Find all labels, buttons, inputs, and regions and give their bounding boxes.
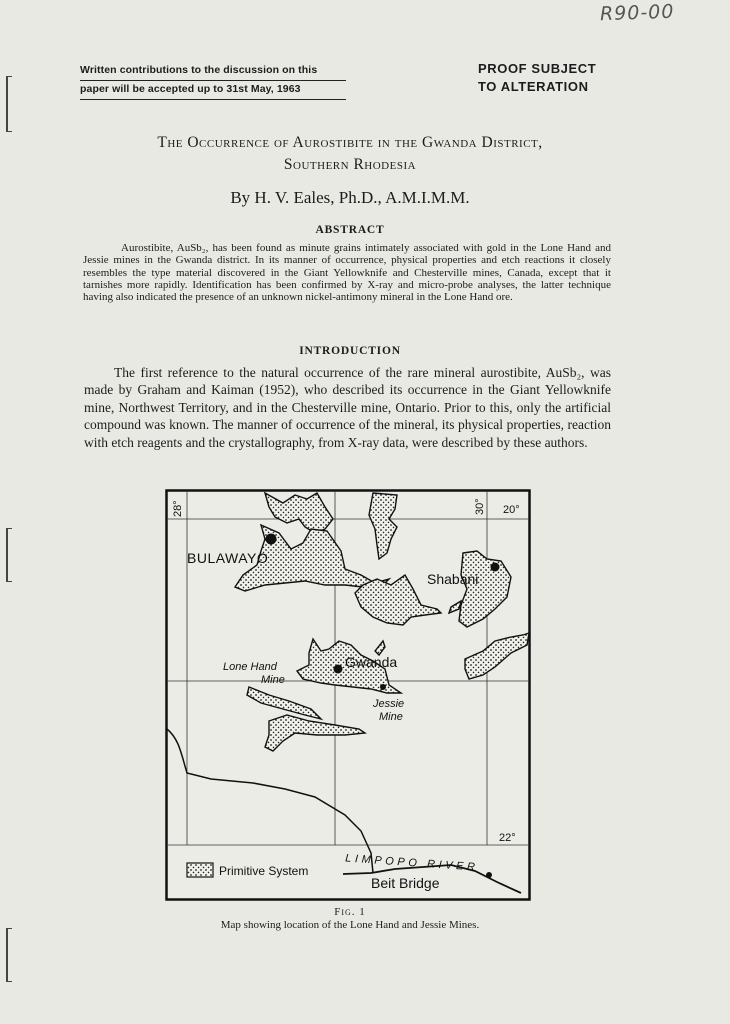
introduction-heading: INTRODUCTION (299, 345, 401, 357)
figure-caption (60, 906, 640, 932)
abstract-heading: ABSTRACT (315, 224, 385, 236)
title-line-2: Southern Rhodesia (283, 156, 417, 173)
lat-20-label: 20° (503, 504, 520, 516)
binding-clip-top (6, 76, 12, 132)
lon-30-label: 30° (474, 498, 486, 515)
lon-28-label: 28° (172, 500, 184, 517)
bulawayo-label: BULAWAYO (187, 550, 269, 566)
paper-title (60, 132, 640, 176)
gwanda-label: Gwanda (345, 654, 398, 670)
discussion-notice (80, 62, 346, 100)
proof-line-1: PROOF SUBJECT (478, 61, 597, 76)
lone-hand-label-1: Lone Hand (223, 661, 277, 673)
abstract-body (83, 242, 611, 303)
binding-clip-bottom (6, 928, 12, 982)
notice-line-1: Written contributions to the discussion on this (80, 62, 346, 81)
gwanda-marker (334, 665, 343, 674)
legend-label: Primitive System (219, 864, 309, 878)
beit-bridge-marker (486, 872, 492, 878)
shabani-label: Shabani (427, 571, 479, 587)
introduction-body (84, 364, 611, 451)
handwritten-note: R90-00 (599, 0, 675, 26)
proof-line-2: TO ALTERATION (478, 79, 589, 94)
jessie-label-2: Mine (379, 711, 403, 723)
shabani-marker (491, 563, 500, 572)
figure-label: Fig. 1 (334, 906, 366, 918)
introduction-paragraph: The first reference to the natural occurrence of the rare mineral aurostibite, AuSb₂, was made by Graham and Kaiman (1952), who described its occurrence in the Giant Yellowknife mine, Northwest Territory, and in the Chesterville mine, Ontario. Prior to this, only the artificial compound was known. The manner of occurrence of the mineral, its physical properties, reaction with etch reagents and the crystallography, from X-ray data, were described by these authors. (84, 365, 611, 450)
abstract-paragraph: Aurostibite, AuSb₂, has been found as minute grains intimately associated with gold in the Lone Hand and Jessie mines in the Gwanda district. In its manner of occurrence, physical properties and etch reactions it closely resembles the type material discovered in the Giant Yellowknife and Chesterville mines, Canada, except that it tarnishes more rapidly. Identification has been confirmed by X-ray and micro-probe analyses, the latter technique having also indicated the presence of an unknown nickel-antimony mineral in the Lone Hand ore. (83, 242, 611, 304)
beit-bridge-label: Beit Bridge (371, 875, 440, 891)
jessie-label-1: Jessie (373, 698, 405, 710)
location-map (165, 489, 531, 901)
notice-line-2: paper will be accepted up to 31st May, 1963 (80, 81, 346, 100)
limpopo-river-label: LIMPOPO RIVER (344, 852, 479, 874)
binding-clip-middle (6, 528, 12, 582)
title-line-1: The Occurrence of Aurostibite in the Gwanda District, (157, 134, 543, 151)
figure-caption-text: Map showing location of the Lone Hand and Jessie Mines. (220, 919, 480, 931)
lone-hand-label-2: Mine (261, 674, 285, 686)
jessie-mine-marker (380, 684, 386, 690)
author-byline: By H. V. Eales, Ph.D., A.M.I.M.M. (230, 188, 470, 207)
bulawayo-marker (266, 534, 277, 545)
proof-notice (478, 60, 596, 96)
legend-swatch (187, 863, 213, 877)
lat-22-label: 22° (499, 832, 516, 844)
